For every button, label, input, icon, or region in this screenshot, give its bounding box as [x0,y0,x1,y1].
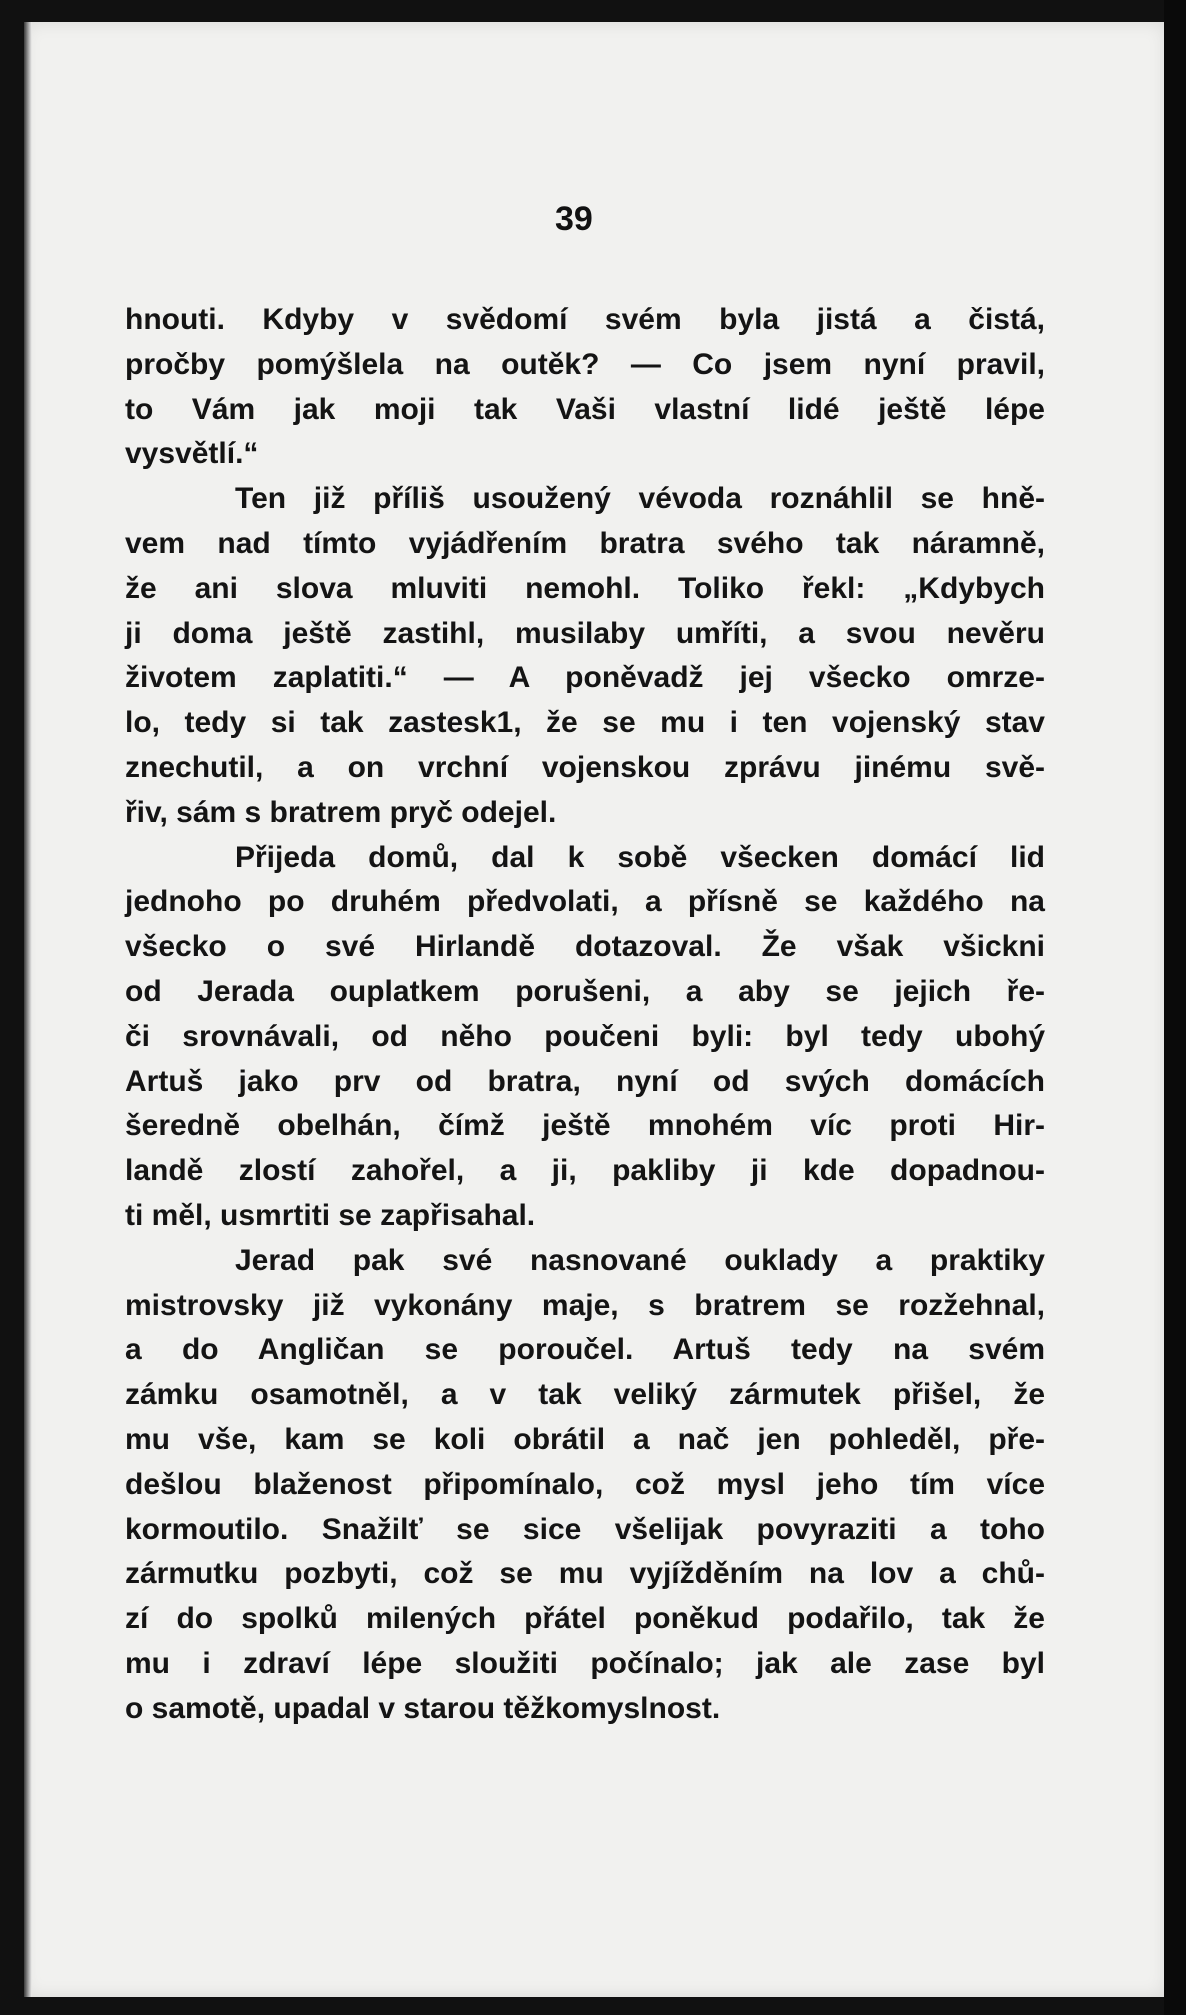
text-line: ji doma ještě zastihl, musilaby umříti, a svou nevěru [125,616,1045,650]
text-line: kormoutilo. Snažilť se sice všelijak povyraziti a toho [125,1512,1045,1546]
text-line: mistrovsky již vykonány maje, s bratrem se rozžehnal, [125,1288,1045,1322]
text-line: landě zlostí zahořel, a ji, pakliby ji kde dopadnou- [125,1154,1045,1188]
text-line: či srovnávali, od něho poučeni byli: byl tedy ubohý [125,1019,1045,1053]
text-line: hnouti. Kdyby v svědomí svém byla jistá a čistá, [125,303,1045,336]
text-line: že ani slova mluviti nemohl. Toliko řekl: „Kdybych [125,571,1045,605]
text-line: životem zaplatiti.“ — A poněvadž jej všecko omrze- [125,661,1045,695]
page-number: 39 [555,200,593,238]
paragraph-start: Přijeda domů, dal k sobě všecken domácí lid [235,840,1045,874]
text-line: vem nad tímto vyjádřením bratra svého tak náramně, [125,526,1045,560]
text-line: mu vše, kam se koli obrátil a nač jen pohleděl, pře- [125,1422,1045,1456]
text-line: znechutil, a on vrchní vojenskou zprávu jinému svě- [125,750,1045,784]
text-line: vysvětlí.“ [125,437,259,471]
body-text [125,298,1045,1732]
paragraph-start: Jerad pak své nasnované ouklady a praktiky [235,1243,1045,1277]
text-line: lo, tedy si tak zastesk1, že se mu i ten vojenský stav [125,706,1045,740]
text-line: zí do spolků milených přátel poněkud podařilo, tak že [125,1602,1045,1636]
text-line: mu i zdraví lépe sloužiti počínalo; jak ale zase byl [125,1646,1045,1680]
text-line: jednoho po druhém předvolati, a přísně se každého na [125,885,1045,919]
paragraph-start: Ten již příliš usoužený vévoda roznáhlil se hně- [235,482,1045,516]
scan-border [1164,0,1186,2015]
text-line: všecko o své Hirlandě dotazoval. Že však všickni [125,930,1045,964]
text-line: a do Angličan se poroučel. Artuš tedy na svém [125,1333,1045,1367]
text-line: zámku osamotněl, a v tak veliký zármutek přišel, že [125,1378,1045,1412]
text-line: od Jerada ouplatkem porušeni, a aby se jejich ře- [125,974,1045,1008]
page-binding-edge [24,22,32,1997]
text-line: dešlou blaženost připomínalo, což mysl jeho tím více [125,1467,1045,1501]
text-line: to Vám jak moji tak Vaši vlastní lidé ještě lépe [125,392,1045,426]
text-line: ti měl, usmrtiti se zapřisahal. [125,1198,536,1232]
text-line: pročby pomýšlela na outěk? — Co jsem nyní pravil, [125,347,1045,381]
text-line: zármutku pozbyti, což se mu vyjížděním na lov a chů- [125,1557,1045,1591]
text-line: o samotě, upadal v starou těžkomyslnost. [125,1691,721,1725]
text-line: Artuš jako prv od bratra, nyní od svých domácích [125,1064,1045,1098]
text-line: řiv, sám s bratrem pryč odejel. [125,795,557,829]
text-line: šeredně obelhán, čímž ještě mnohém víc proti Hir- [125,1109,1045,1143]
